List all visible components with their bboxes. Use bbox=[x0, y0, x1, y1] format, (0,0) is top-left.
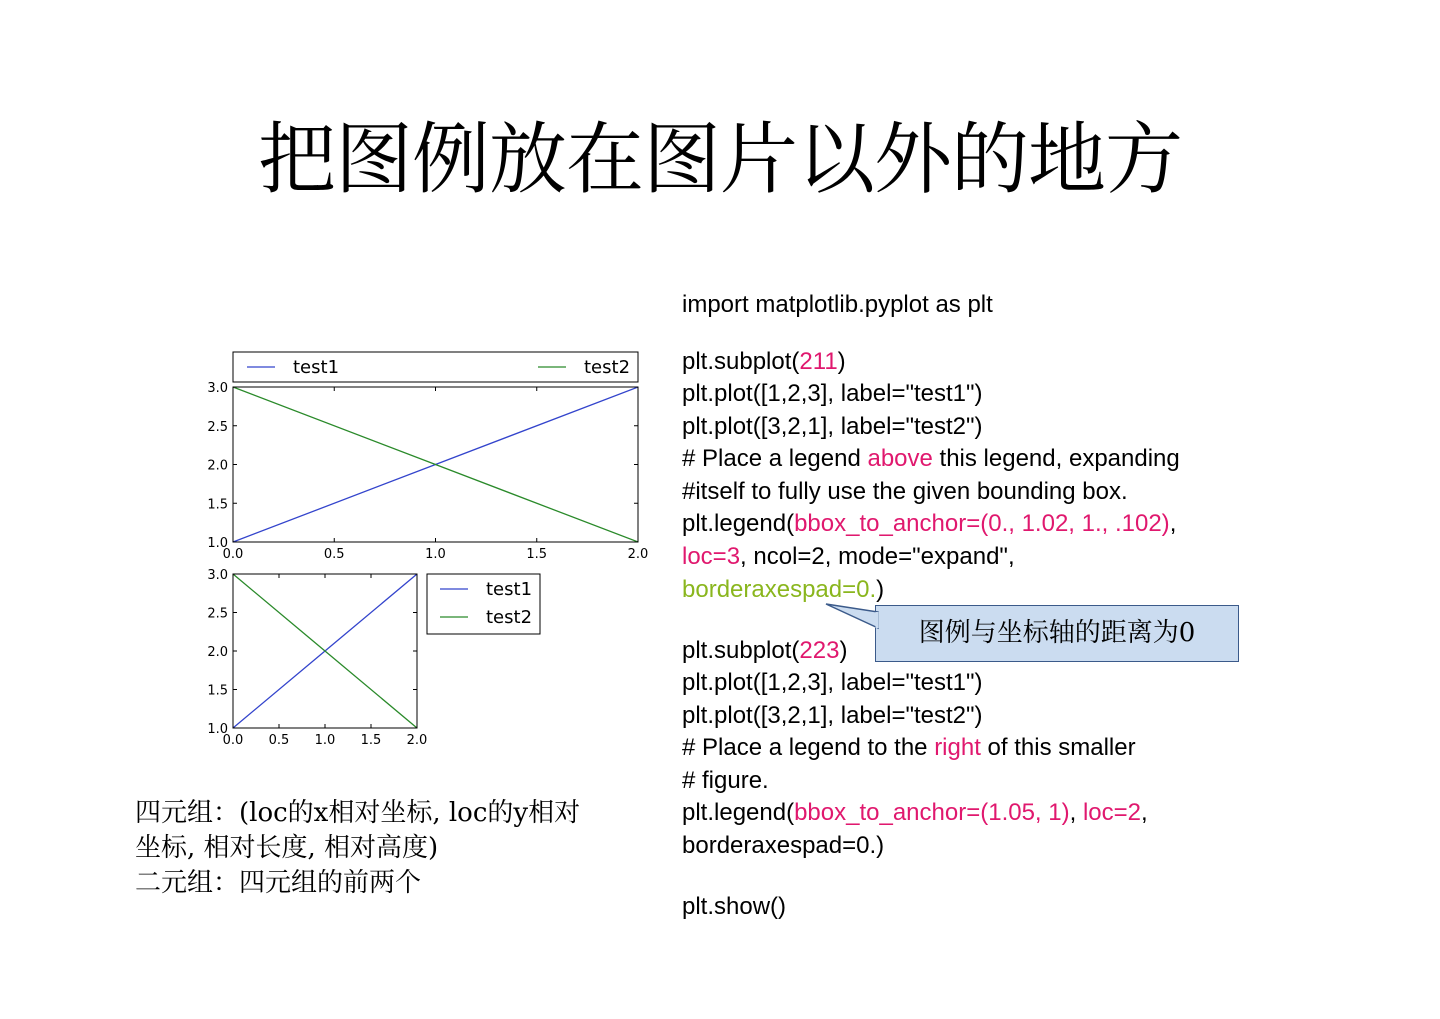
x-tick-label: 0.0 bbox=[222, 733, 244, 748]
code-highlight: 223 bbox=[799, 637, 840, 664]
y-tick-label: 2.0 bbox=[207, 645, 228, 660]
x-tick-label: 2.0 bbox=[406, 733, 428, 748]
x-tick-label: 2.0 bbox=[627, 547, 649, 562]
x-tick-label: 0.0 bbox=[222, 547, 244, 562]
y-tick-label: 2.5 bbox=[207, 606, 228, 622]
code-text: plt.plot([3,2,1], label="test2") bbox=[682, 413, 983, 440]
code-highlight: bbox_to_anchor=(0., 1.02, 1., .102) bbox=[794, 510, 1170, 537]
code-text: plt.legend( bbox=[682, 799, 795, 826]
code-text: # figure. bbox=[682, 767, 769, 794]
code-text: ) bbox=[837, 348, 846, 375]
code-highlight: right bbox=[934, 734, 981, 761]
legend-label: test1 bbox=[293, 357, 340, 378]
code-text: ) bbox=[839, 637, 848, 664]
code-text: borderaxespad=0.) bbox=[682, 832, 885, 859]
x-tick-label: 0.5 bbox=[268, 733, 290, 748]
x-tick-label: 0.5 bbox=[323, 547, 345, 562]
y-tick-label: 2.5 bbox=[207, 419, 228, 435]
notes-block bbox=[135, 796, 655, 901]
y-tick-label: 1.5 bbox=[207, 683, 228, 699]
code-text: ) bbox=[876, 576, 885, 603]
code-highlight: loc=2 bbox=[1082, 799, 1141, 826]
code-highlight: bbox_to_anchor=(1.05, 1) bbox=[794, 799, 1070, 826]
y-tick-label: 3.0 bbox=[207, 568, 228, 583]
code-text: plt.legend( bbox=[682, 510, 795, 537]
code-text: , ncol=2, mode="expand", bbox=[740, 543, 1015, 570]
code-text: plt.plot([3,2,1], label="test2") bbox=[682, 702, 983, 729]
callout-box: 图例与坐标轴的距离为0 bbox=[875, 605, 1239, 662]
code-text: plt.subplot( bbox=[682, 637, 800, 664]
code-text: plt.plot([1,2,3], label="test1") bbox=[682, 669, 983, 696]
code-text: this legend, expanding bbox=[932, 445, 1180, 472]
x-tick-label: 1.0 bbox=[314, 733, 336, 748]
code-text: , bbox=[1169, 510, 1177, 537]
legend-label: test1 bbox=[486, 579, 533, 600]
code-text: import matplotlib.pyplot as plt bbox=[682, 291, 993, 318]
code-text: plt.subplot( bbox=[682, 348, 800, 375]
x-tick-label: 1.5 bbox=[526, 547, 548, 562]
code-text: #itself to fully use the given bounding box. bbox=[682, 478, 1128, 505]
code-text: of this smaller bbox=[980, 734, 1136, 761]
legend-label: test2 bbox=[584, 357, 631, 378]
slide-title: 把图例放在图片以外的地方 bbox=[257, 115, 1182, 205]
code-highlight: loc=3 bbox=[682, 543, 741, 570]
x-tick-label: 1.5 bbox=[360, 733, 382, 748]
code-highlight: borderaxespad=0. bbox=[682, 576, 877, 603]
code-text: , bbox=[1069, 799, 1083, 826]
y-tick-label: 2.0 bbox=[207, 458, 228, 474]
callout-tail bbox=[826, 604, 878, 628]
code-highlight: above bbox=[867, 445, 933, 472]
code-text: , bbox=[1141, 799, 1148, 826]
y-tick-label: 1.0 bbox=[207, 722, 228, 737]
code-text: plt.show() bbox=[682, 893, 787, 920]
code-highlight: 211 bbox=[799, 348, 838, 375]
legend-label: test2 bbox=[486, 607, 533, 628]
note-line-1: 四元组：(loc的x相对坐标, loc的y相对 bbox=[135, 798, 581, 828]
code-text: # Place a legend bbox=[682, 445, 868, 472]
y-tick-label: 1.0 bbox=[207, 536, 228, 551]
note-line-2: 坐标, 相对长度, 相对高度) bbox=[135, 833, 439, 863]
y-tick-label: 3.0 bbox=[207, 381, 228, 396]
code-text: plt.plot([1,2,3], label="test1") bbox=[682, 380, 983, 407]
y-tick-label: 1.5 bbox=[207, 497, 228, 513]
x-tick-label: 1.0 bbox=[425, 547, 446, 562]
note-line-3: 二元组：四元组的前两个 bbox=[135, 868, 422, 898]
code-text: # Place a legend to the bbox=[682, 734, 935, 761]
